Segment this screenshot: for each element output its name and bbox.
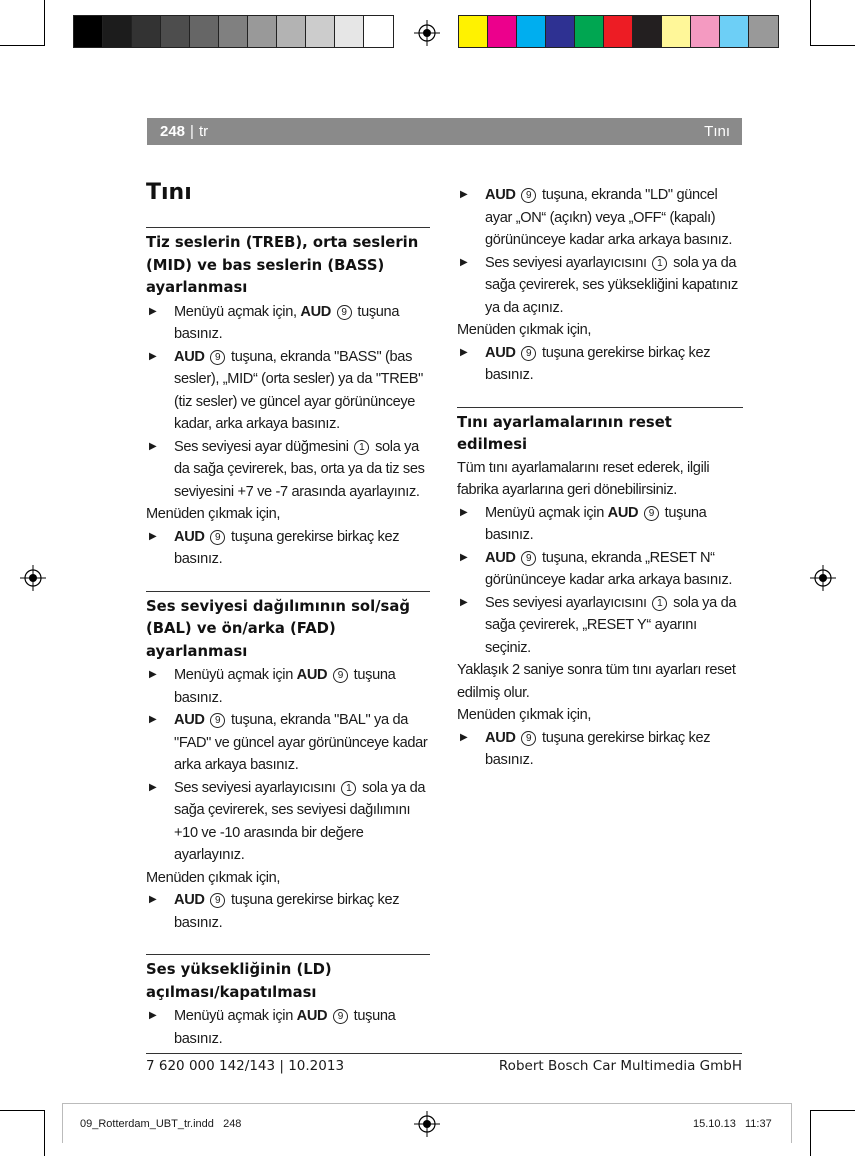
header-language: tr (198, 123, 209, 140)
control-number-badge: 9 (210, 530, 225, 545)
control-number-badge: 9 (521, 731, 536, 746)
footer-doc-number: 7 620 000 142/143 | 10.2013 (146, 1058, 345, 1074)
control-number-badge: 9 (333, 668, 348, 683)
aud-key: AUD (296, 667, 328, 683)
color-swatch (364, 16, 393, 47)
instruction-step: ▶ Menüyü açmak için, AUD 9 tuşuna basınız. (146, 301, 430, 346)
instruction-step: ▶ Ses seviyesi ayarlayıcısını 1 sola ya da sağa çevirerek, ses seviyesi dağılımını +10 ve -10 arasında bir değere ayarlayınız. (146, 777, 430, 867)
color-swatch (691, 16, 720, 47)
crop-mark (810, 45, 855, 46)
gray-color-bar (73, 15, 394, 48)
color-swatch (161, 16, 190, 47)
page-title: Tını (146, 180, 192, 205)
control-number-badge: 9 (210, 893, 225, 908)
registration-mark-icon (20, 565, 46, 591)
aud-key: AUD (607, 504, 639, 521)
section-heading: Tiz seslerin (TREB), orta seslerin (MID) ve bas seslerin (BASS) ayarlanması (146, 234, 419, 296)
exit-text: Menüden çıkmak için, (457, 322, 592, 338)
instruction-step: ▶ Ses seviyesi ayarlayıcısını 1 sola ya da sağa çevirerek, „RESET Y“ ayarını seçiniz. (457, 592, 743, 660)
color-swatch (720, 16, 749, 47)
page-number: 248 (160, 123, 186, 140)
control-number-badge: 1 (652, 596, 667, 611)
aud-key: AUD (485, 729, 516, 746)
section-bal-fad (146, 591, 430, 935)
control-number-badge: 9 (210, 713, 225, 728)
note-text: Yaklaşık 2 saniye sonra tüm tını ayarları reset edilmiş olur. (457, 662, 736, 701)
control-number-badge: 1 (354, 440, 369, 455)
exit-text: Menüden çıkmak için, (457, 707, 592, 723)
footer-company: Robert Bosch Car Multimedia GmbH (498, 1058, 742, 1074)
aud-key: AUD (174, 712, 205, 728)
section-heading: Tını ayarlamalarının reset edilmesi (457, 413, 672, 453)
color-swatch (459, 16, 488, 47)
control-number-badge: 1 (341, 781, 356, 796)
right-column (457, 184, 743, 792)
crop-mark (44, 1110, 45, 1156)
control-number-badge: 9 (521, 188, 536, 203)
color-swatch (546, 16, 575, 47)
registration-mark-icon (414, 20, 440, 46)
control-number-badge: 9 (521, 551, 536, 566)
aud-key: AUD (300, 303, 331, 320)
header-section: Tını (704, 123, 730, 140)
instruction-step: ▶ AUD 9 tuşuna, ekranda „RESET N“ görününceye kadar arka arkaya basınız. (457, 547, 743, 592)
footer-rule (146, 1053, 742, 1054)
instruction-step: ▶ Menüyü açmak için AUD 9 tuşuna basınız. (146, 1005, 430, 1050)
process-color-bar (458, 15, 779, 48)
color-swatch (604, 16, 633, 47)
aud-key: AUD (485, 344, 516, 361)
registration-mark-icon (810, 565, 836, 591)
color-swatch (488, 16, 517, 47)
color-swatch (335, 16, 364, 47)
instruction-step: ▶ AUD 9 tuşuna, ekranda "BAL" ya da "FAD" ve güncel ayar görününceye kadar arka arkaya basınız. (146, 709, 430, 777)
slug-date: 15.10.13 11:37 (693, 1118, 772, 1130)
color-swatch (575, 16, 604, 47)
crop-mark (44, 0, 45, 45)
color-swatch (190, 16, 219, 47)
section-loudness (146, 954, 430, 1050)
color-swatch (517, 16, 546, 47)
aud-key: AUD (174, 348, 205, 365)
intro-text: Tüm tını ayarlamalarını reset ederek, ilgili fabrika ayarlarına geri dönebilirsiniz. (457, 459, 710, 498)
crop-mark (810, 1110, 855, 1111)
color-swatch (277, 16, 306, 47)
color-swatch (74, 16, 103, 47)
color-swatch (248, 16, 277, 47)
crop-mark (0, 45, 45, 46)
loudness-continued (457, 184, 743, 387)
aud-key: AUD (174, 528, 205, 545)
crop-mark (0, 1110, 45, 1111)
crop-mark (810, 0, 811, 45)
instruction-step: ▶ AUD 9 tuşuna, ekranda "LD" güncel ayar „ON“ (açıkn) veya „OFF“ (kapalı) görününceye kadar arka arkaya basınız. (457, 184, 743, 252)
control-number-badge: 9 (337, 305, 352, 320)
left-column (146, 227, 430, 1070)
color-swatch (219, 16, 248, 47)
color-swatch (662, 16, 691, 47)
control-number-badge: 9 (644, 506, 659, 521)
section-treb-mid-bass (146, 227, 430, 571)
instruction-step: ▶ Menüyü açmak için AUD 9 tuşuna basınız. (457, 502, 743, 547)
color-swatch (633, 16, 662, 47)
control-number-badge: 9 (521, 346, 536, 361)
instruction-step: ▶ AUD 9 tuşuna gerekirse birkaç kez basınız. (146, 889, 430, 934)
control-number-badge: 1 (652, 256, 667, 271)
color-swatch (306, 16, 335, 47)
aud-key: AUD (296, 1008, 328, 1024)
color-swatch (103, 16, 132, 47)
section-heading: Ses yüksekliğinin (LD) açılması/kapatılması (146, 961, 332, 1001)
aud-key: AUD (485, 187, 516, 203)
instruction-step: ▶ Ses seviyesi ayar düğmesini 1 sola ya da sağa çevirerek, bas, orta ya da tiz ses seviyesini +7 ve -7 arasında ayarlayınız. (146, 436, 430, 504)
instruction-step: ▶ AUD 9 tuşuna, ekranda "BASS" (bas sesler), „MID“ (orta sesler) ya da "TREB" (tiz sesler) ve güncel ayar görününceye kadar, arka arkaya basınız. (146, 346, 430, 436)
header-separator: | (190, 123, 194, 140)
exit-text: Menüden çıkmak için, (146, 869, 281, 886)
control-number-badge: 9 (210, 350, 225, 365)
exit-text: Menüden çıkmak için, (146, 506, 281, 522)
instruction-step: ▶ AUD 9 tuşuna gerekirse birkaç kez basınız. (146, 526, 430, 571)
crop-mark (810, 1110, 811, 1156)
instruction-step: ▶ AUD 9 tuşuna gerekirse birkaç kez basınız. (457, 727, 743, 772)
section-heading: Ses seviyesi dağılımının sol/sağ (BAL) ve ön/arka (FAD) ayarlanması (146, 597, 410, 660)
instruction-step: ▶ AUD 9 tuşuna gerekirse birkaç kez basınız. (457, 342, 743, 387)
page-header (147, 118, 742, 145)
section-reset (457, 407, 743, 772)
slug-filename: 09_Rotterdam_UBT_tr.indd 248 (80, 1118, 242, 1130)
color-swatch (749, 16, 778, 47)
aud-key: AUD (174, 892, 205, 908)
control-number-badge: 9 (333, 1009, 348, 1024)
color-swatch (132, 16, 161, 47)
instruction-step: ▶ Ses seviyesi ayarlayıcısını 1 sola ya da sağa çevirerek, ses yüksekliğini kapatınız ya da açınız. (457, 252, 743, 320)
aud-key: AUD (485, 549, 516, 566)
instruction-step: ▶ Menüyü açmak için AUD 9 tuşuna basınız. (146, 664, 430, 709)
